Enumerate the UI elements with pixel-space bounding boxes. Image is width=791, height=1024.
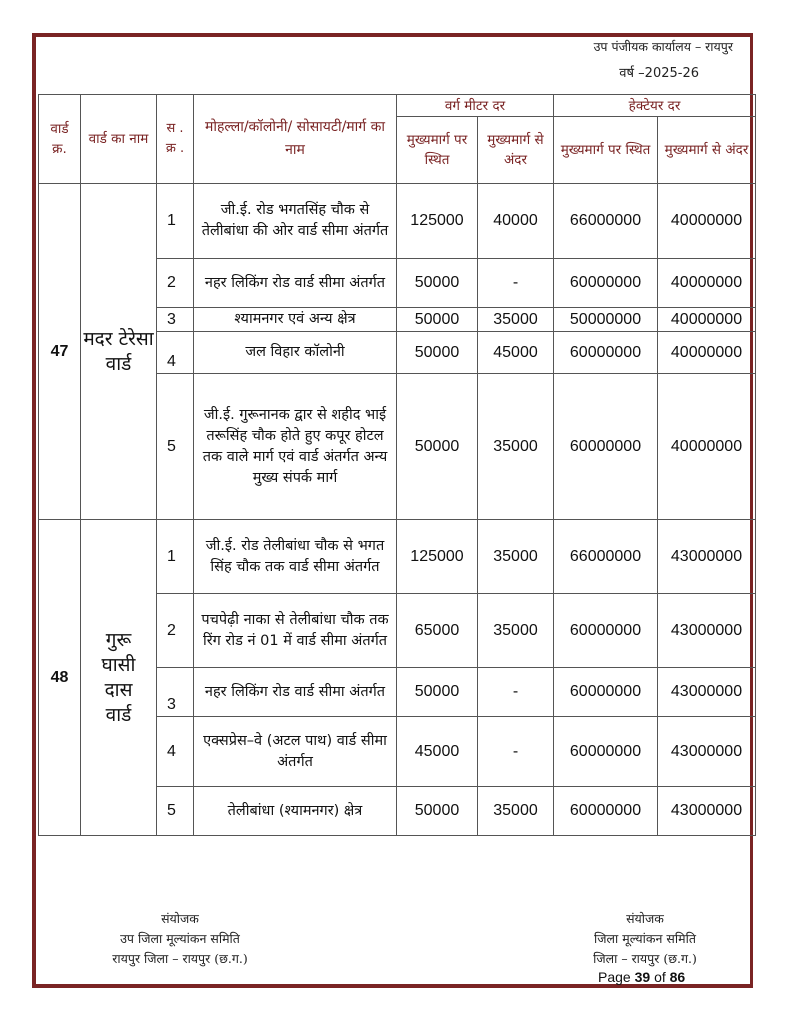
sqm-inside: 35000 bbox=[478, 594, 554, 668]
ha-inside: 43000000 bbox=[658, 668, 756, 717]
header-ward-name: वार्ड का नाम bbox=[81, 95, 157, 184]
serial-number: 3 bbox=[157, 668, 194, 717]
serial-number: 4 bbox=[157, 332, 194, 374]
locality-name: नहर लिकिंग रोड वार्ड सीमा अंतर्गत bbox=[194, 668, 397, 717]
ha-inside: 43000000 bbox=[658, 787, 756, 836]
sqm-inside: - bbox=[478, 668, 554, 717]
sqm-on-main: 125000 bbox=[397, 184, 478, 259]
locality-name: एक्सप्रेस–वे (अटल पाथ) वार्ड सीमा अंतर्गत bbox=[194, 717, 397, 787]
ha-inside: 40000000 bbox=[658, 259, 756, 308]
serial-number: 3 bbox=[157, 308, 194, 332]
sqm-on-main: 50000 bbox=[397, 332, 478, 374]
sqm-on-main: 50000 bbox=[397, 259, 478, 308]
serial-number: 4 bbox=[157, 717, 194, 787]
locality-name: जी.ई. रोड भगतसिंह चौक से तेलीबांधा की ओर वार्ड सीमा अंतर्गत bbox=[194, 184, 397, 259]
locality-name: जी.ई. गुरूनानक द्वार से शहीद भाई तरूसिंह चौक होते हुए कपूर होटल तक वाले मार्ग एवं वार्ड अंतर्गत अन्य मुख्य संपर्क मार्ग bbox=[194, 374, 397, 520]
ha-on-main: 60000000 bbox=[554, 717, 658, 787]
table-row bbox=[39, 184, 756, 259]
ha-on-main: 66000000 bbox=[554, 184, 658, 259]
serial-number: 1 bbox=[157, 184, 194, 259]
header-sqm-rate: वर्ग मीटर दर bbox=[397, 95, 554, 117]
ha-on-main: 60000000 bbox=[554, 594, 658, 668]
serial-number: 1 bbox=[157, 520, 194, 594]
ha-on-main: 60000000 bbox=[554, 374, 658, 520]
signature-left-title: संयोजक bbox=[161, 911, 199, 926]
header-ha-inside: मुख्यमार्ग से अंदर bbox=[658, 117, 756, 184]
ward-name: मदर टेरेसा वार्ड bbox=[81, 184, 157, 520]
ha-inside: 43000000 bbox=[658, 594, 756, 668]
header-serial: स . क्र . bbox=[157, 95, 194, 184]
ha-inside: 40000000 bbox=[658, 374, 756, 520]
year-label: वर्ष –2025-26 bbox=[619, 66, 699, 81]
sqm-inside: 35000 bbox=[478, 520, 554, 594]
page-total: 86 bbox=[669, 969, 686, 985]
sqm-on-main: 50000 bbox=[397, 668, 478, 717]
sqm-inside: - bbox=[478, 259, 554, 308]
sqm-on-main: 50000 bbox=[397, 374, 478, 520]
page-number bbox=[598, 969, 685, 985]
ha-on-main: 60000000 bbox=[554, 332, 658, 374]
serial-number: 2 bbox=[157, 259, 194, 308]
serial-number: 5 bbox=[157, 787, 194, 836]
locality-name: नहर लिकिंग रोड वार्ड सीमा अंतर्गत bbox=[194, 259, 397, 308]
ha-inside: 40000000 bbox=[658, 184, 756, 259]
header-sqm-inside: मुख्यमार्ग से अंदर bbox=[478, 117, 554, 184]
page-current: 39 bbox=[634, 969, 651, 985]
locality-name: जी.ई. रोड तेलीबांधा चौक से भगत सिंह चौक तक वार्ड सीमा अंतर्गत bbox=[194, 520, 397, 594]
signature-left-committee: उप जिला मूल्यांकन समिति bbox=[120, 931, 240, 946]
ha-inside: 43000000 bbox=[658, 717, 756, 787]
signature-right-title: संयोजक bbox=[626, 911, 664, 926]
ha-inside: 40000000 bbox=[658, 332, 756, 374]
ha-inside: 43000000 bbox=[658, 520, 756, 594]
signature-right bbox=[545, 909, 745, 969]
sqm-on-main: 45000 bbox=[397, 717, 478, 787]
serial-number: 5 bbox=[157, 374, 194, 520]
ha-on-main: 66000000 bbox=[554, 520, 658, 594]
sqm-inside: 40000 bbox=[478, 184, 554, 259]
header-hectare-rate: हेक्टेयर दर bbox=[554, 95, 756, 117]
ha-on-main: 60000000 bbox=[554, 668, 658, 717]
ha-inside: 40000000 bbox=[658, 308, 756, 332]
signature-right-district: जिला – रायपुर (छ.ग.) bbox=[593, 951, 697, 966]
sqm-inside: 35000 bbox=[478, 308, 554, 332]
header-ha-on-main: मुख्यमार्ग पर स्थित bbox=[554, 117, 658, 184]
page-of: of bbox=[654, 969, 666, 985]
sqm-on-main: 65000 bbox=[397, 594, 478, 668]
sqm-inside: 45000 bbox=[478, 332, 554, 374]
table-row bbox=[39, 520, 756, 594]
sqm-on-main: 50000 bbox=[397, 787, 478, 836]
sqm-inside: 35000 bbox=[478, 787, 554, 836]
sqm-inside: - bbox=[478, 717, 554, 787]
ward-number: 48 bbox=[39, 520, 81, 836]
header-locality: मोहल्ला/कॉलोनी/ सोसायटी/मार्ग का नाम bbox=[194, 95, 397, 184]
ha-on-main: 60000000 bbox=[554, 259, 658, 308]
ha-on-main: 50000000 bbox=[554, 308, 658, 332]
office-title: उप पंजीयक कार्यालय – रायपुर bbox=[593, 39, 733, 54]
serial-number: 2 bbox=[157, 594, 194, 668]
signature-left bbox=[80, 909, 280, 969]
ward-name: गुरू घासी दास वार्ड bbox=[81, 520, 157, 836]
ha-on-main: 60000000 bbox=[554, 787, 658, 836]
ward-number: 47 bbox=[39, 184, 81, 520]
sqm-on-main: 125000 bbox=[397, 520, 478, 594]
sqm-inside: 35000 bbox=[478, 374, 554, 520]
locality-name: पचपेढ़ी नाका से तेलीबांधा चौक तक रिंग रोड नं 01 में वार्ड सीमा अंतर्गत bbox=[194, 594, 397, 668]
locality-name: तेलीबांधा (श्यामनगर) क्षेत्र bbox=[194, 787, 397, 836]
header-ward-no: वार्ड क्र. bbox=[39, 95, 81, 184]
header-sqm-on-main: मुख्यमार्ग पर स्थित bbox=[397, 117, 478, 184]
locality-name: श्यामनगर एवं अन्य क्षेत्र bbox=[194, 308, 397, 332]
rate-table bbox=[38, 94, 756, 836]
page-prefix: Page bbox=[598, 969, 631, 985]
sqm-on-main: 50000 bbox=[397, 308, 478, 332]
signature-left-district: रायपुर जिला – रायपुर (छ.ग.) bbox=[112, 951, 248, 966]
signature-right-committee: जिला मूल्यांकन समिति bbox=[594, 931, 696, 946]
locality-name: जल विहार कॉलोनी bbox=[194, 332, 397, 374]
